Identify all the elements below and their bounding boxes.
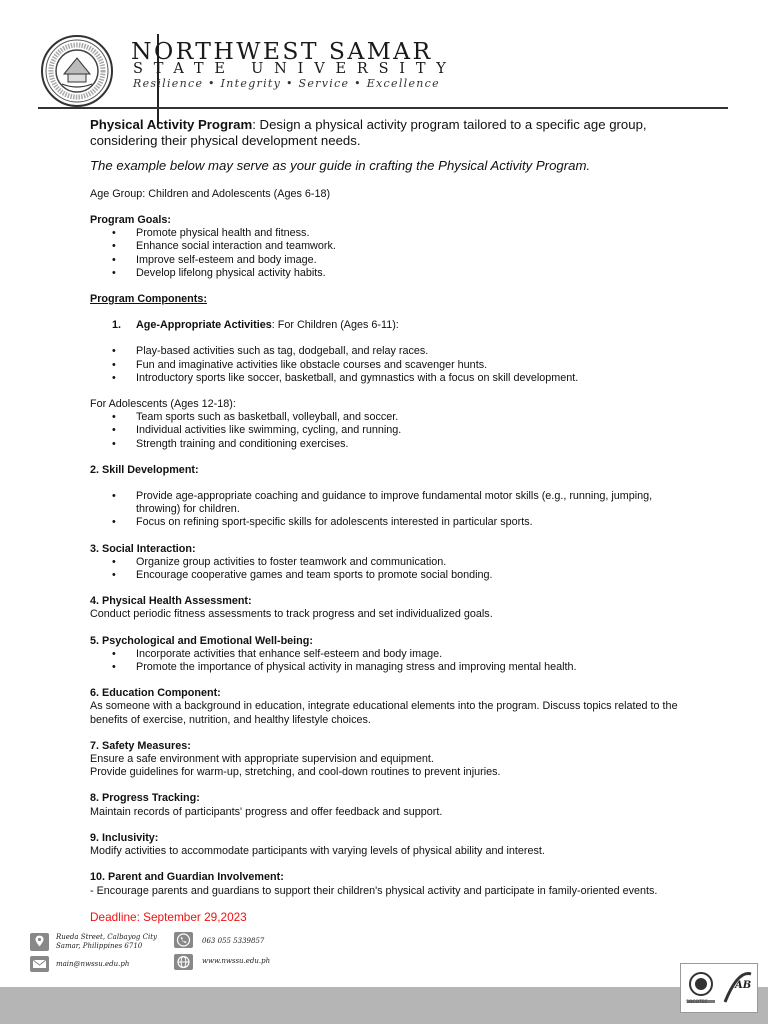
university-seal-icon [40, 34, 114, 108]
deadline-text: Deadline: September 29,2023 [90, 909, 247, 924]
component-9-text: Modify activities to accommodate participants with varying levels of physical ability and interest. [90, 845, 545, 858]
age-group: Age Group: Children and Adolescents (Ages 6-18) [90, 187, 331, 200]
phone-number: 063 055 5339857 [202, 937, 265, 945]
list-item: • Promote physical health and fitness. [90, 227, 690, 240]
list-item: • Encourage cooperative games and team sports to promote social bonding. [90, 569, 690, 582]
component-1-title: Age-Appropriate Activities [136, 319, 272, 332]
children-activities-list [90, 345, 690, 385]
envelope-icon [30, 956, 49, 972]
component-7-line-2: Provide guidelines for warm-up, stretching, and cool-down routines to prevent injuries. [90, 766, 501, 779]
location-pin-icon [30, 933, 49, 951]
list-item: • Play-based activities such as tag, dodgeball, and relay races. [90, 345, 690, 358]
intro-text: : Design a physical activity program tailored to a specific age group, considering their physical development needs. [90, 117, 647, 148]
university-name: NORTHWEST SAMAR [131, 37, 433, 65]
component-7-heading: 7. Safety Measures: [90, 739, 191, 752]
list-item: • Enhance social interaction and teamwork. [90, 240, 690, 253]
guide-note: The example below may serve as your guide in crafting the Physical Activity Program. [90, 158, 591, 174]
component-2-heading: 2. Skill Development: [90, 463, 199, 476]
component-1-heading [90, 319, 690, 332]
list-item: • Organize group activities to foster teamwork and communication. [90, 556, 690, 569]
list-item: • Fun and imaginative activities like obstacle courses and scavenger hunts. [90, 359, 690, 372]
address [56, 933, 157, 950]
component-10-text: - Encourage parents and guardians to support their children's physical activity and participate in family-oriented events. [90, 884, 658, 897]
footer-bar [0, 987, 768, 1024]
email-link[interactable]: main@nwssu.edu.ph [56, 960, 130, 968]
document-body [90, 117, 690, 924]
adolescents-label: For Adolescents (Ages 12-18): [90, 398, 236, 411]
component-3-heading: 3. Social Interaction: [90, 542, 196, 555]
component-7-line-1: Ensure a safe environment with appropriate supervision and equipment. [90, 753, 434, 766]
component-6-text: As someone with a background in education, integrate educational elements into the program. Discuss topics related to the benefits of exercise, nutrition, and healthy lifestyle choices. [90, 700, 678, 726]
list-item: • Strength training and conditioning exercises. [90, 438, 690, 451]
list-item: • Improve self-esteem and body image. [90, 254, 690, 267]
component-4-text: Conduct periodic fitness assessments to track progress and set individualized goals. [90, 608, 493, 621]
intro-title: Physical Activity Program [90, 117, 253, 132]
social-interaction-list [90, 556, 690, 582]
component-1-number: 1. [112, 319, 122, 332]
list-item: • Introductory sports like soccer, basketball, and gymnastics with a focus on skill development. [90, 372, 690, 385]
goals-list [90, 227, 690, 280]
header-rule [38, 107, 728, 109]
component-4-heading: 4. Physical Health Assessment: [90, 595, 252, 608]
list-item: • Focus on refining sport-specific skills for adolescents interested in particular sports. [90, 516, 690, 529]
website-link[interactable]: www.nwssu.edu.ph [202, 957, 271, 965]
skill-development-list [90, 490, 690, 530]
university-subtitle: STATE UNIVERSITY [133, 61, 457, 77]
list-item: • Incorporate activities that enhance self-esteem and body image. [90, 648, 690, 661]
list-item: • Develop lifelong physical activity habits. [90, 267, 690, 280]
phone-icon [174, 932, 193, 948]
component-9-heading: 9. Inclusivity: [90, 831, 159, 844]
list-item: • Team sports such as basketball, volleyball, and soccer. [90, 411, 690, 424]
component-8-text: Maintain records of participants' progress and offer feedback and support. [90, 805, 443, 818]
address-line-2: Samar, Philippines 6710 [56, 941, 143, 950]
certification-badges [680, 963, 758, 1013]
letterhead [38, 32, 738, 112]
component-1-text: : For Children (Ages 6-11): [271, 319, 399, 332]
intro-paragraph [90, 117, 690, 148]
globe-icon [174, 954, 193, 970]
list-item: • Individual activities like swimming, cycling, and running. [90, 424, 690, 437]
component-6-heading: 6. Education Component: [90, 687, 221, 700]
cert-label-ab: AB [735, 980, 752, 991]
component-8-heading: 8. Progress Tracking: [90, 792, 200, 805]
component-10-heading: 10. Parent and Guardian Involvement: [90, 871, 284, 884]
component-5-heading: 5. Psychological and Emotional Well-being: [90, 634, 313, 647]
wellbeing-list [90, 648, 690, 674]
components-heading: Program Components: [90, 293, 207, 305]
list-item: • Provide age-appropriate coaching and guidance to improve fundamental motor skills (e.g., running, jumping, throwing) for children. [90, 490, 690, 516]
university-tagline: Resilience • Integrity • Service • Excellence [133, 77, 440, 90]
cert-label-socotec: SOCOTEC [686, 1000, 708, 1005]
address-line-1: Rueda Street, Calbayog City [56, 933, 157, 941]
list-item: • Promote the importance of physical activity in managing stress and improving mental health. [90, 661, 690, 674]
adolescents-activities-list [90, 411, 690, 451]
goals-heading: Program Goals: [90, 213, 171, 226]
